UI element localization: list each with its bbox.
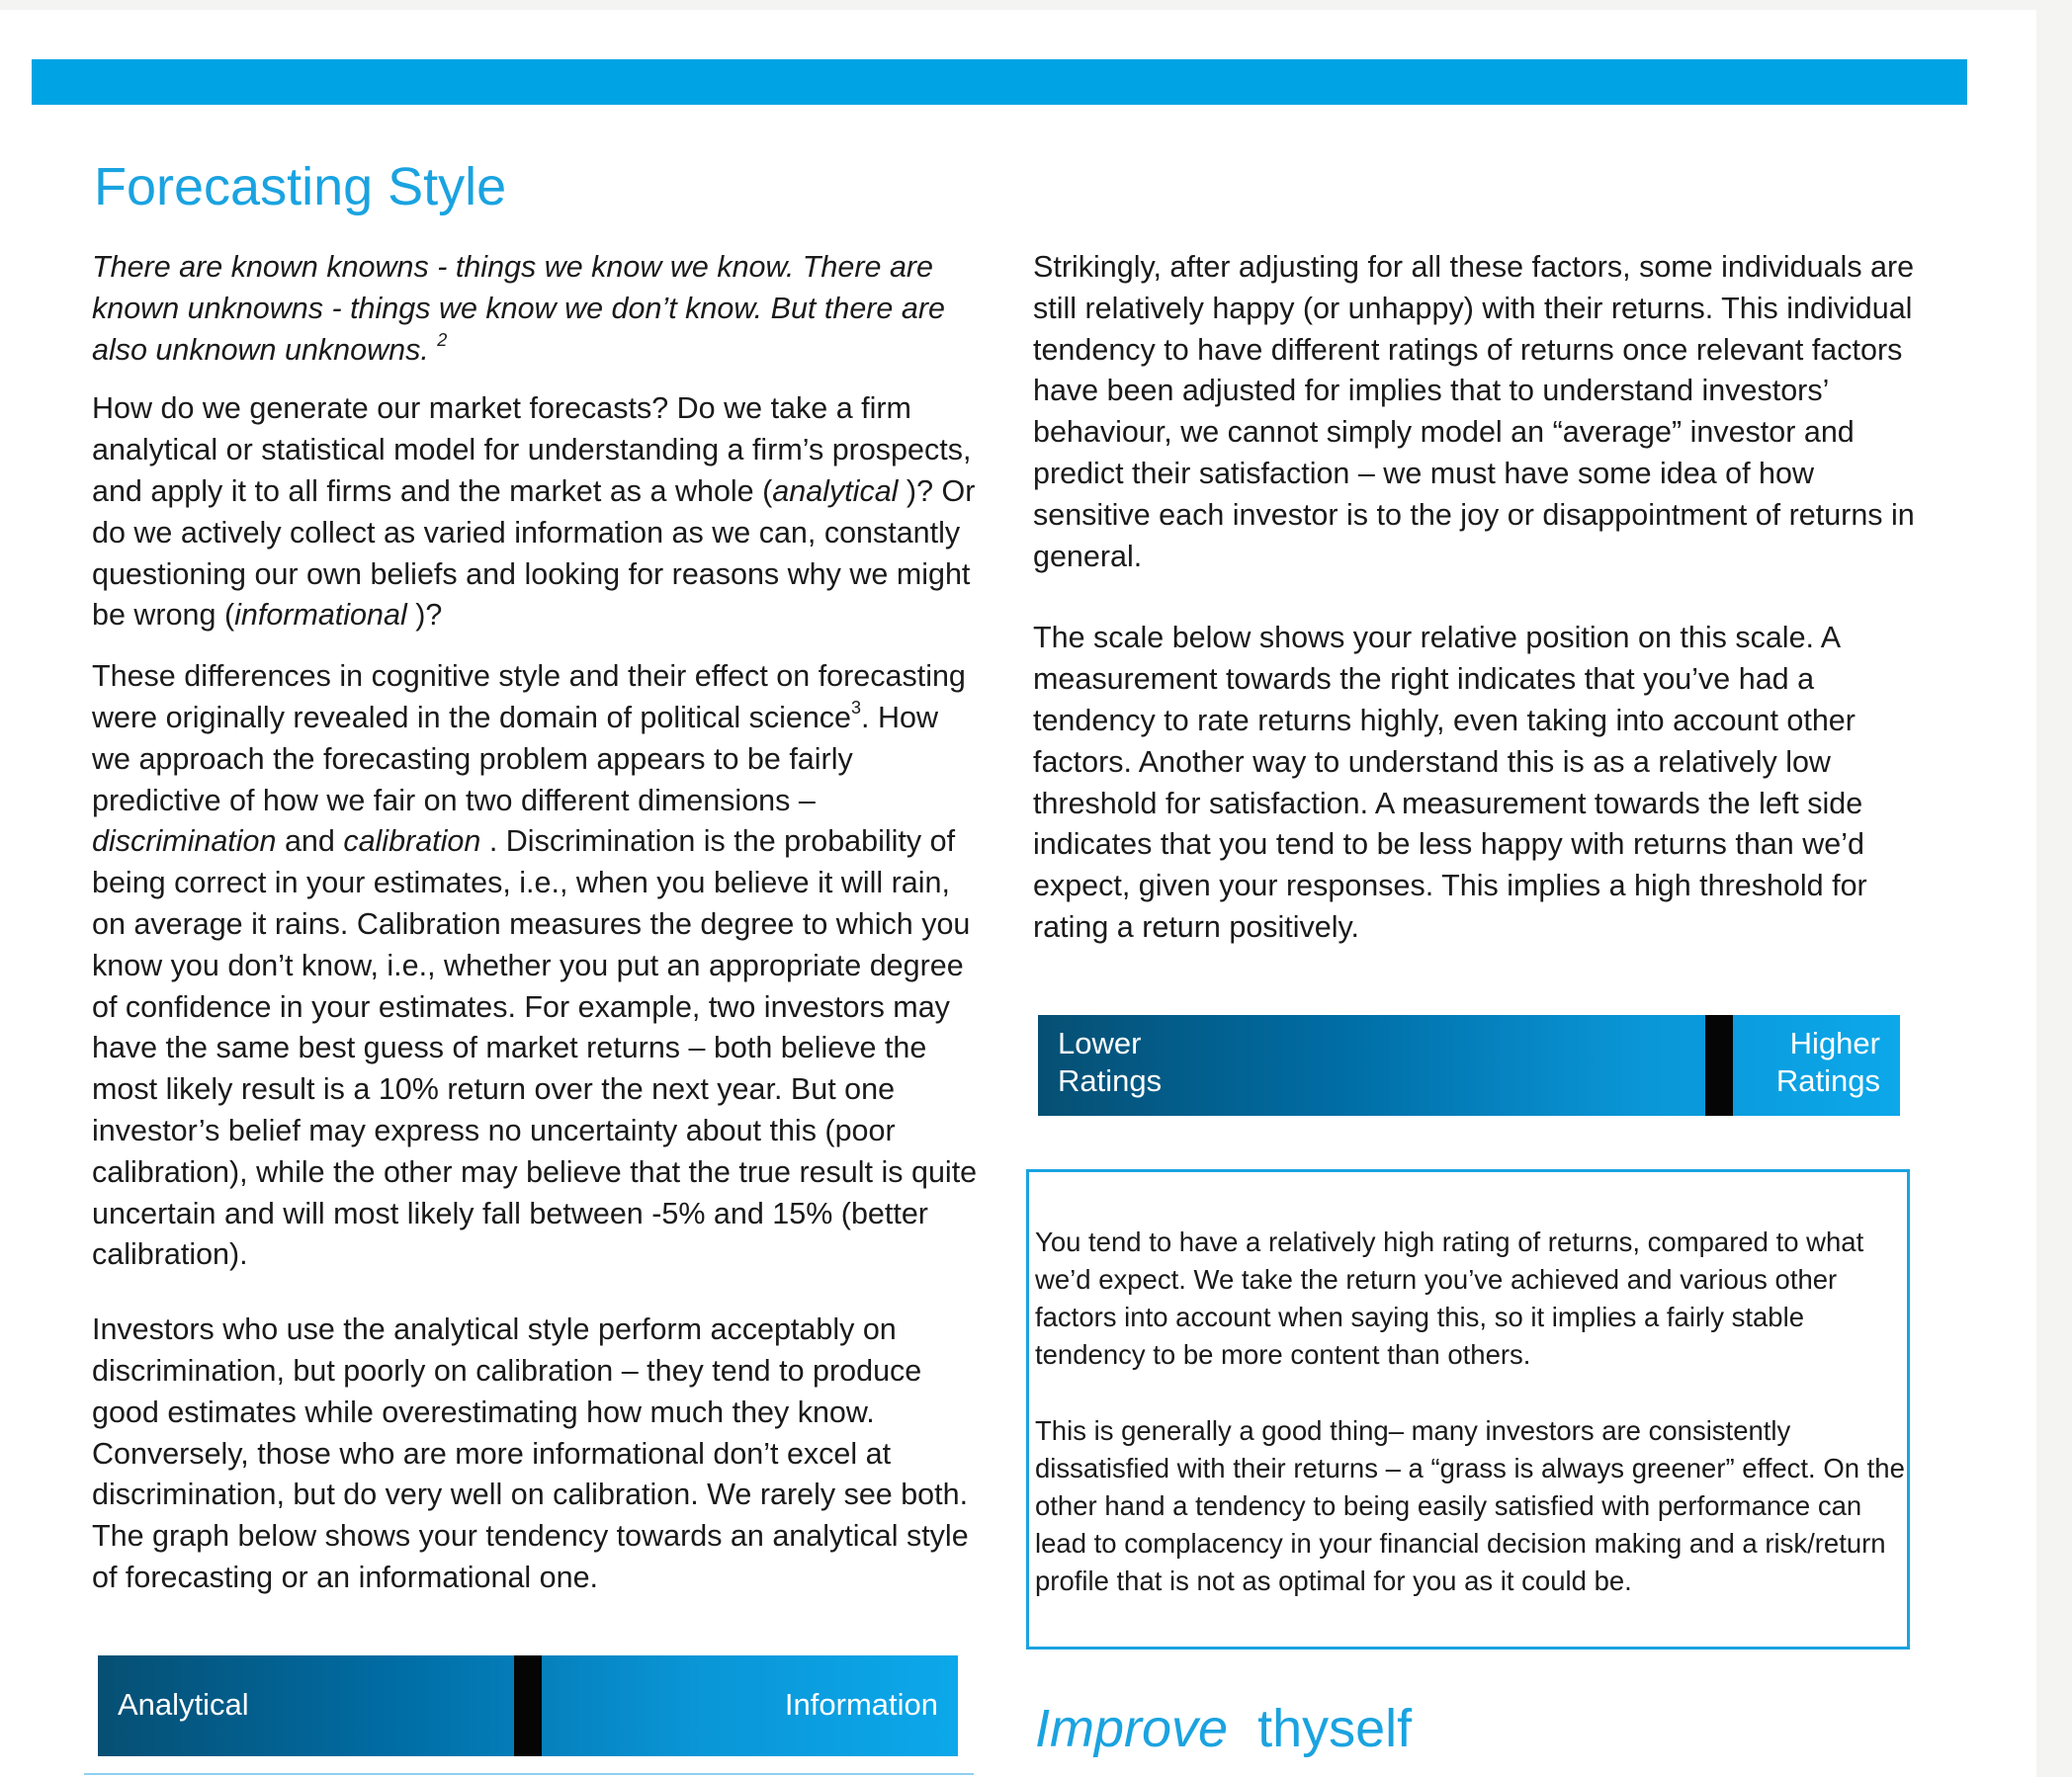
ratings-scale-left-label: Lower Ratings: [1058, 1026, 1163, 1098]
footnote-marker-3: 3: [851, 697, 862, 718]
term-calibration: calibration: [343, 824, 481, 859]
paragraph-text: . Discrimination is the probability of being correct in your estimates, i.e., when you believe it will rain, on average it rains. Calibration measures the degree to which you know you don’t know, i.e., whether you put an appropriate degree of confidence in your estimates. For example, two investors may have the same best guess of market returns – both believe the most likely result is a 10% return over the next year. But one investor’s belief may express no uncertainty about this (poor calibration), while the other may believe that the true result is quite uncertain and will most likely fall between -5% and 15% (better calibration).: [92, 824, 978, 1272]
paragraph-text: )?: [406, 598, 443, 633]
style-scale-right-label: Information: [784, 1687, 938, 1722]
result-implications: This is generally a good thing– many investors are consistently dissatisfied with their returns – a “grass is always greener” effect. On the other hand a tendency to being easily satisfied with performance can lead to complacency in your financial decision making and a risk/return profile that is not as optimal for you as it could be.: [1035, 1415, 1905, 1596]
style-scale-left-label: Analytical: [118, 1687, 249, 1722]
paragraph-individual-tendency: Strikingly, after adjusting for all these factors, some individuals are still relatively happy (or unhappy) with their returns. This individual tendency to have different ratings of returns once relevant factors have been adjusted for implies that to understand investors’ behaviour, we cannot simply model an “average” investor and predict their satisfaction – we must have some idea of how sensitive each investor is to the joy or disappointment of returns in general.: [1033, 250, 1915, 573]
ratings-scale-right-label: Higher Ratings: [1775, 1026, 1880, 1098]
term-discrimination: discrimination: [92, 824, 277, 859]
section-title: Forecasting Style: [94, 157, 507, 216]
left-column: [92, 247, 982, 1599]
term-analytical: analytical: [772, 473, 899, 508]
forecasting-style-scale-bar: [98, 1655, 958, 1756]
style-position-marker: [514, 1655, 542, 1756]
ratings-result-box: [1026, 1169, 1910, 1650]
ratings-position-marker: [1705, 1015, 1733, 1116]
section-subtitle: [1035, 1698, 1412, 1759]
paragraph-scale-explanation: The scale below shows your relative position on this scale. A measurement towards the right indicates that you’ve had a tendency to rate returns highly, even taking into account other factors. Another way to understand this is as a relatively low threshold for satisfaction. A measurement towards the left side indicates that you tend to be less happy with returns than we’d expect, given your responses. This implies a high threshold for rating a return positively.: [1033, 621, 1867, 944]
document-page: [0, 10, 2036, 1777]
paragraph-analytical-vs-informational: Investors who use the analytical style perform acceptably on discrimination, but poorly on calibration – they tend to produce good estimates while overestimating how much they know. Conversely, those who are more informational don’t excel at discrimination, but do very well on calibration. We rarely see both. The graph below shows your tendency towards an analytical style of forecasting or an informational one.: [92, 1312, 969, 1594]
paragraph-text: . How we approach the forecasting problem appears to be fairly predictive of how we fair on two different dimensions –: [92, 700, 938, 817]
subtitle-word-thyself: thyself: [1257, 1699, 1413, 1758]
paragraph-text: These differences in cognitive style and their effect on forecasting were originally revealed in the domain of political science: [92, 659, 966, 734]
paragraph-text: )? Or do we actively collect as varied information as we can, constantly questioning our own beliefs and looking for reasons why we might be wrong (: [92, 473, 976, 633]
paragraph-text: How do we generate our market forecasts? Do we take a firm analytical or statistical model for understanding a firm’s prospects, and apply it to all firms and the market as a whole (: [92, 391, 972, 508]
quote-text: There are known knowns - things we know we know. There are known unknowns - things we know we don’t know. But there are also unknown unknowns.: [92, 250, 945, 367]
header-accent-bar: [32, 59, 1967, 105]
footnote-marker-2: 2: [437, 329, 448, 350]
result-summary: You tend to have a relatively high rating of returns, compared to what we’d expect. We take the return you’ve achieved and various other factors into account when saying this, so it implies a fairly stable tendency to be more content than others.: [1035, 1227, 1864, 1370]
paragraph-text: and: [276, 824, 344, 859]
paragraph-cognitive-style: [92, 656, 982, 1276]
epigraph-quote: [92, 247, 982, 371]
paragraph-forecast-methods: [92, 388, 982, 636]
ratings-scale-bar: [1038, 1015, 1900, 1116]
subtitle-word-improve: Improve: [1035, 1699, 1229, 1758]
term-informational: informational: [234, 598, 407, 633]
bottom-divider: [84, 1773, 974, 1775]
right-column: [1033, 247, 1923, 949]
